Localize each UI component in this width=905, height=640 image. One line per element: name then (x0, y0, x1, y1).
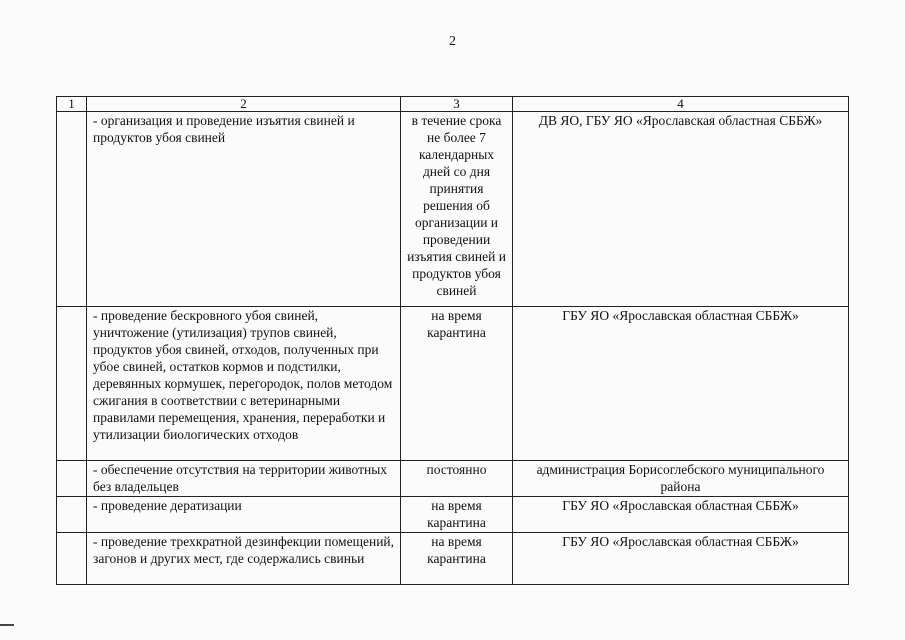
header-cell-1: 1 (57, 97, 87, 112)
table-row (57, 497, 849, 533)
measure-cell: - проведение трехкратной дезинфекции помещений, загонов и других мест, где содержались свиньи (87, 533, 401, 585)
table-row (57, 461, 849, 497)
term-cell: на время карантина (401, 307, 513, 461)
scan-mark (0, 624, 14, 626)
row-number-cell (57, 112, 87, 307)
header-cell-4: 4 (513, 97, 849, 112)
row-number-cell (57, 461, 87, 497)
header-cell-2: 2 (87, 97, 401, 112)
term-cell: постоянно (401, 461, 513, 497)
table-header-row (57, 97, 849, 112)
responsible-cell: ГБУ ЯО «Ярославская областная СББЖ» (513, 497, 849, 533)
header-cell-3: 3 (401, 97, 513, 112)
measure-cell: - проведение дератизации (87, 497, 401, 533)
table-row (57, 533, 849, 585)
measure-cell: - организация и проведение изъятия свиней и продуктов убоя свиней (87, 112, 401, 307)
measure-cell: - обеспечение отсутствия на территории животных без владельцев (87, 461, 401, 497)
row-number-cell (57, 533, 87, 585)
row-number-cell (57, 307, 87, 461)
responsible-cell: ДВ ЯО, ГБУ ЯО «Ярославская областная СББЖ» (513, 112, 849, 307)
table-row (57, 112, 849, 307)
term-cell: на время карантина (401, 497, 513, 533)
responsible-cell: ГБУ ЯО «Ярославская областная СББЖ» (513, 533, 849, 585)
measure-cell: - проведение бескровного убоя свиней, уничтожение (утилизация) трупов свиней, продуктов убоя свиней, отходов, полученных при убое свиней, остатков кормов и подстилки, деревянных кормушек, перегородок, полов методом сжигания в соответствии с ветеринарными правилами перемещения, хранения, переработки и утилизации биологических отходов (87, 307, 401, 461)
responsible-cell: администрация Борисоглебского муниципального района (513, 461, 849, 497)
measures-table (56, 96, 849, 585)
responsible-cell: ГБУ ЯО «Ярославская областная СББЖ» (513, 307, 849, 461)
term-cell: в течение срока не более 7 календарных дней со дня принятия решения об организации и проведении изъятия свиней и продуктов убоя свиней (401, 112, 513, 307)
page-number: 2 (449, 34, 456, 49)
term-cell: на время карантина (401, 533, 513, 585)
row-number-cell (57, 497, 87, 533)
table-row (57, 307, 849, 461)
